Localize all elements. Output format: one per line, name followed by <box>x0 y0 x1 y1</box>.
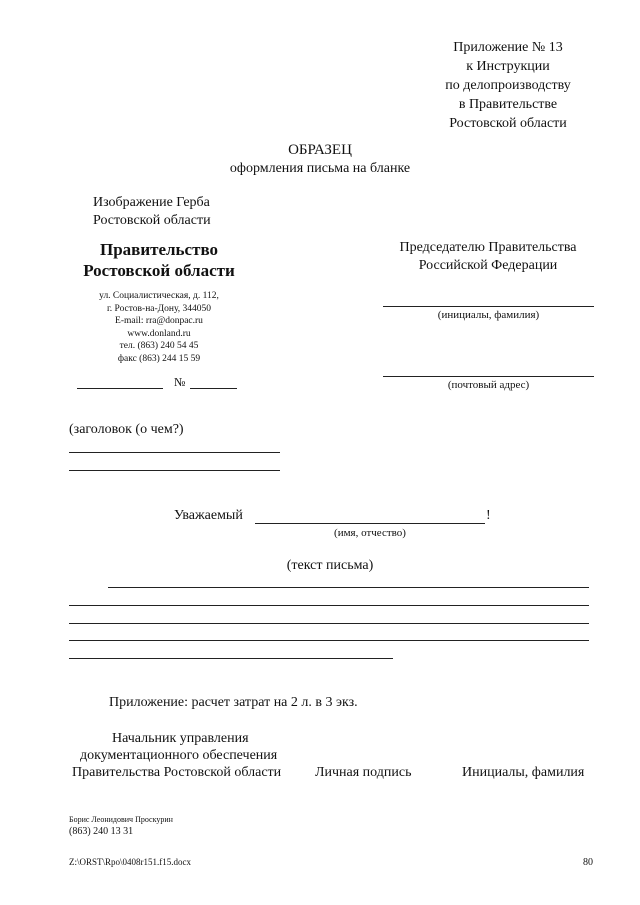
appendix-line: к Инструкции <box>466 59 550 74</box>
registration-number-line <box>190 388 237 389</box>
number-sign: № <box>174 375 186 389</box>
body-line <box>108 587 589 588</box>
body-line <box>69 640 589 641</box>
signer-position: документационного обеспечения <box>80 748 278 763</box>
recipient-address-line <box>383 376 594 377</box>
heading-line <box>69 470 280 471</box>
greeting: Уважаемый <box>174 508 243 523</box>
appendix-line: Ростовской области <box>449 116 567 131</box>
executor-name: Борис Леонидович Проскурин <box>69 815 173 824</box>
organization-name <box>74 239 244 281</box>
recipient-title <box>380 239 596 275</box>
letter-heading-hint: (заголовок (о чем?) <box>69 422 184 437</box>
sample-title: ОБРАЗЕЦ <box>288 142 352 158</box>
letter-body-hint: (текст письма) <box>286 558 374 573</box>
initials-caption: (инициалы, фамилия) <box>437 309 540 321</box>
file-path: Z:\ORST\Rpo\0408r151.f15.docx <box>69 857 191 867</box>
coat-of-arms-placeholder <box>93 194 211 230</box>
recipient-line: Председателю Правительства <box>399 240 577 255</box>
recipient-name-line <box>383 306 594 307</box>
address-line: E-mail: rra@donpac.ru <box>115 316 203 327</box>
greeting-name-line <box>255 523 485 524</box>
recipient-line: Российской Федерации <box>418 258 558 273</box>
org-line: Ростовской области <box>83 261 235 280</box>
signer-initials: Инициалы, фамилия <box>462 765 585 780</box>
name-caption: (имя, отчество) <box>334 527 406 539</box>
sample-subtitle: оформления письма на бланке <box>229 161 411 176</box>
registration-date-line <box>77 388 163 389</box>
appendix-line: по делопроизводству <box>445 78 571 93</box>
address-line: факс (863) 244 15 59 <box>117 353 201 364</box>
body-line <box>69 658 393 659</box>
address-line: г. Ростов-на-Дону, 344050 <box>106 303 212 314</box>
executor-phone: (863) 240 13 31 <box>69 826 134 837</box>
coat-line: Ростовской области <box>93 213 211 228</box>
sender-address <box>74 290 244 366</box>
postal-address-caption: (почтовый адрес) <box>447 379 530 391</box>
heading-line <box>69 452 280 453</box>
org-line: Правительство <box>99 240 219 259</box>
body-line <box>69 605 589 606</box>
body-line <box>69 623 589 624</box>
address-line: www.donland.ru <box>127 328 191 339</box>
appendix-reference <box>420 38 596 133</box>
address-line: ул. Социалистическая, д. 112, <box>99 291 219 301</box>
coat-line: Изображение Герба <box>93 195 210 210</box>
appendix-line: Приложение № 13 <box>453 40 563 55</box>
page-number: 80 <box>583 857 593 868</box>
appendix-line: в Правительстве <box>458 97 558 112</box>
address-line: тел. (863) 240 54 45 <box>119 341 199 352</box>
signer-position: Начальник управления <box>112 731 249 746</box>
signer-position: Правительства Ростовской области <box>72 765 282 780</box>
attachment-note: Приложение: расчет затрат на 2 л. в 3 экз. <box>109 695 358 710</box>
personal-signature: Личная подпись <box>315 765 412 780</box>
greeting-exclamation: ! <box>486 508 491 523</box>
